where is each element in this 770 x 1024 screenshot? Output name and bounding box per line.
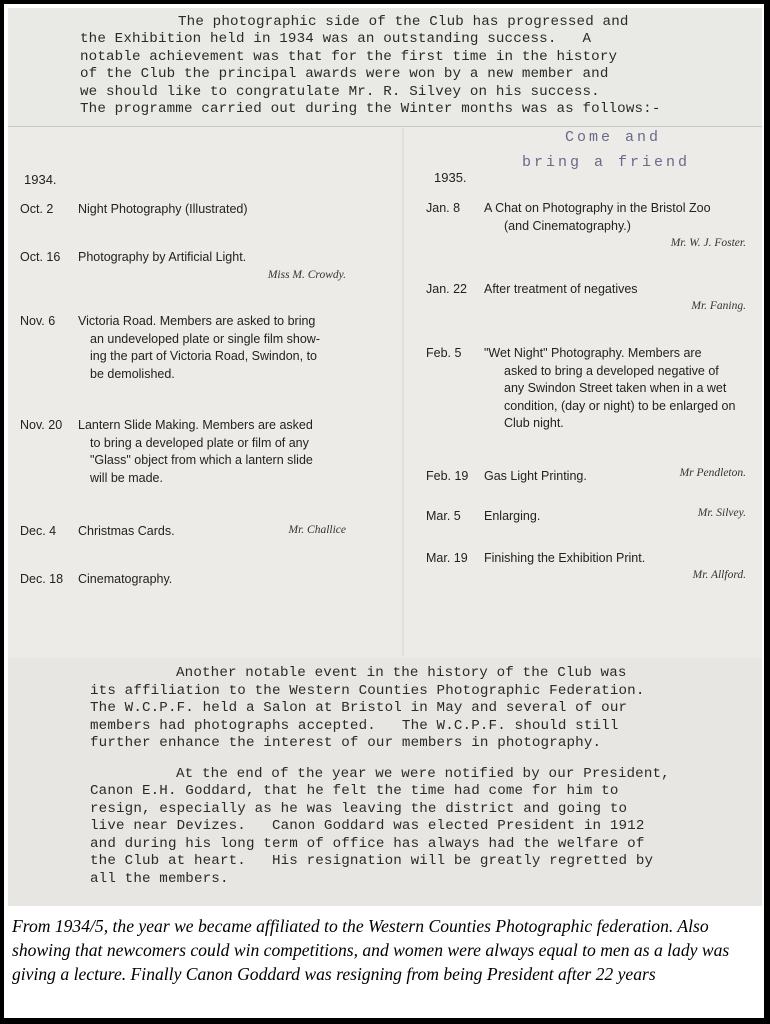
closing-sheet [8, 658, 762, 906]
programme-sheet [8, 126, 762, 660]
caption-text: From 1934/5, the year we became affiliated to the Western Counties Photographic federation. Also showing that newcomers could win competitions, and women were always equal to men as a lady was giving a lecture. Finally Canon Goddard was resigning from being President after 22 years [12, 916, 730, 984]
event-description: Lantern Slide Making. Members are asked [78, 418, 313, 432]
event-description: (and Cinematography.) [504, 218, 631, 233]
event-description: be demolished. [90, 366, 175, 381]
intro-line: The photographic side of the Club has progressed and [178, 14, 629, 30]
stamp-line: Come and [565, 129, 662, 146]
event-date: Dec. 18 [20, 572, 64, 586]
programme-event [426, 281, 638, 299]
event-speaker: Mr. Challice [288, 524, 346, 536]
para3-line: all the members. [90, 871, 229, 887]
programme-event [426, 550, 645, 568]
para3-line: the Club at heart. His resignation will be greatly regretted by [90, 853, 654, 869]
event-description: to bring a developed plate or film of any [90, 435, 309, 450]
para2-line: The W.C.P.F. held a Salon at Bristol in May and several of our [90, 700, 628, 716]
event-date: Mar. 19 [426, 551, 468, 565]
stamp-line: bring a friend [522, 154, 691, 171]
event-description: asked to bring a developed negative of [504, 363, 719, 378]
event-description: Finishing the Exhibition Print. [484, 551, 646, 565]
event-date: Oct. 2 [20, 202, 54, 216]
programme-event [426, 508, 540, 526]
event-description: Night Photography (Illustrated) [78, 202, 248, 216]
programme-event [426, 468, 587, 486]
programme-event [426, 345, 735, 433]
event-date: Feb. 5 [426, 346, 462, 360]
event-speaker: Mr. Allford. [692, 569, 746, 581]
event-description: A Chat on Photography in the Bristol Zoo [484, 201, 711, 215]
para3-line: At the end of the year we were notified by our President, [176, 766, 670, 782]
event-speaker: Mr. W. J. Foster. [670, 237, 746, 249]
event-date: Mar. 5 [426, 509, 461, 523]
year-heading-1935: 1935. [434, 170, 467, 185]
event-description: Victoria Road. Members are asked to bring [78, 314, 316, 328]
para2-line: its affiliation to the Western Counties Photographic Federation. [90, 683, 645, 699]
paper-fold [402, 128, 404, 656]
para3-line: resign, especially as he was leaving the district and going to [90, 801, 628, 817]
event-speaker: Mr. Silvey. [697, 507, 746, 519]
event-date: Jan. 8 [426, 201, 461, 215]
event-description: "Wet Night" Photography. Members are [484, 346, 702, 360]
intro-line: we should like to congratulate Mr. R. Silvey on his success. [80, 84, 600, 100]
event-description: Cinematography. [78, 572, 173, 586]
event-date: Oct. 16 [20, 250, 61, 264]
event-description: Gas Light Printing. [484, 469, 587, 483]
intro-line: of the Club the principal awards were won by a new member and [80, 66, 609, 82]
event-description: Christmas Cards. [78, 524, 175, 538]
event-date: Feb. 19 [426, 469, 469, 483]
event-description: will be made. [90, 470, 163, 485]
para3-line: Canon E.H. Goddard, that he felt the time had come for him to [90, 783, 619, 799]
event-speaker: Miss M. Crowdy. [267, 269, 346, 281]
event-description: Club night. [504, 416, 564, 430]
event-date: Dec. 4 [20, 524, 57, 538]
year-heading-1934: 1934. [24, 172, 57, 187]
para3-line: and during his long term of office has always had the welfare of [90, 836, 645, 852]
programme-event [426, 200, 711, 235]
programme-event [20, 523, 175, 541]
para2-line: members had photographs accepted. The W.C.P.F. should still [90, 718, 619, 734]
intro-sheet [8, 8, 762, 126]
event-speaker: Mr. Faning. [691, 300, 746, 312]
programme-event [20, 417, 313, 487]
programme-event [20, 571, 172, 589]
intro-line: notable achievement was that for the first time in the history [80, 49, 618, 65]
event-description: Enlarging. [484, 509, 541, 523]
intro-line: the Exhibition held in 1934 was an outstanding success. A [80, 31, 592, 47]
caption-area [4, 906, 764, 1018]
programme-event [20, 313, 320, 383]
event-description: "Glass" object from which a lantern slide [90, 453, 313, 467]
event-date: Nov. 20 [20, 418, 63, 432]
para3-line: live near Devizes. Canon Goddard was elected President in 1912 [90, 818, 645, 834]
scan-frame [3, 3, 765, 1019]
event-description: an undeveloped plate or single film show- [90, 331, 320, 346]
event-description: Photography by Artificial Light. [78, 250, 247, 264]
programme-event [20, 249, 246, 267]
event-date: Nov. 6 [20, 314, 56, 328]
intro-line: The programme carried out during the Winter months was as follows:- [80, 101, 661, 117]
programme-event [20, 201, 248, 219]
event-speaker: Mr Pendleton. [679, 467, 746, 479]
event-description: any Swindon Street taken when in a wet [504, 381, 727, 395]
para2-line: Another notable event in the history of the Club was [176, 665, 627, 681]
event-description: ing the part of Victoria Road, Swindon, to [90, 349, 317, 363]
event-date: Jan. 22 [426, 282, 468, 296]
para2-line: further enhance the interest of our members in photography. [90, 735, 602, 751]
event-description: After treatment of negatives [484, 282, 638, 296]
event-description: condition, (day or night) to be enlarged on [504, 398, 736, 413]
